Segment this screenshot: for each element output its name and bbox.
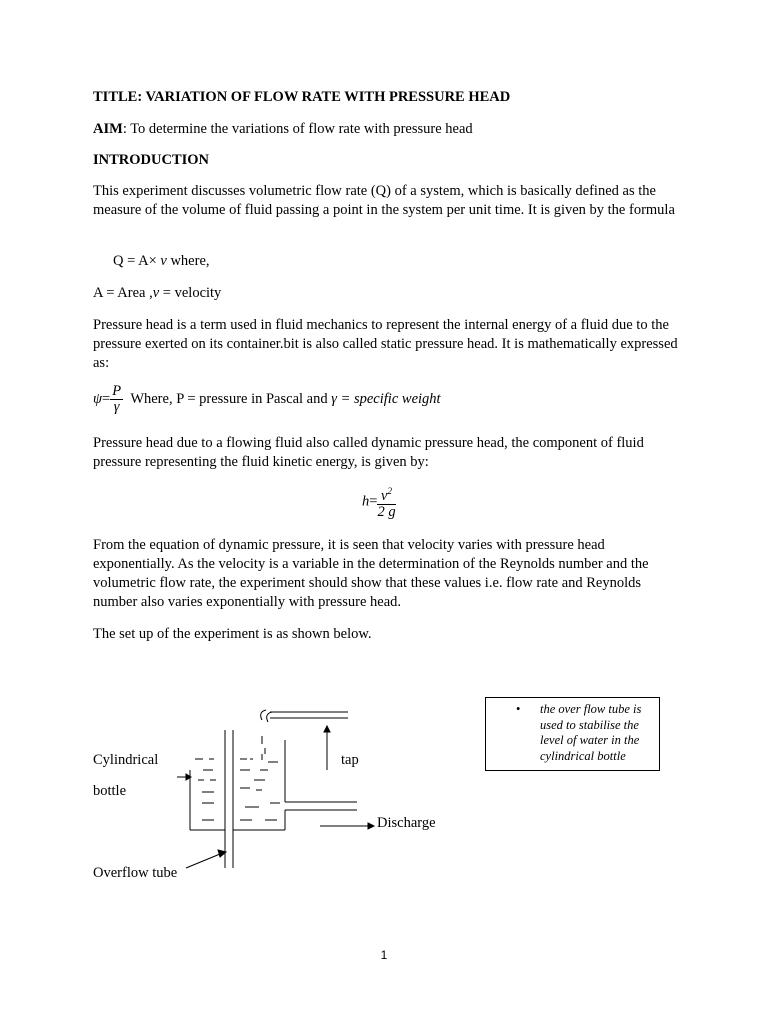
velocity-symbol: v xyxy=(152,285,160,301)
discharge-arrow-head xyxy=(368,823,374,829)
area-definition: A = Area , xyxy=(93,285,153,301)
specific-weight-definition: γ = specific weight xyxy=(331,390,441,407)
psi-symbol: ψ xyxy=(93,390,103,407)
static-pressure-formula xyxy=(93,384,441,415)
bullet-icon: • xyxy=(516,702,521,716)
equals-sign: = xyxy=(369,493,378,510)
dynamic-pressure-formula xyxy=(362,484,396,520)
where-text: Where, P = pressure in Pascal and xyxy=(130,390,332,407)
label-discharge: Discharge xyxy=(377,815,436,831)
fraction-numerator: P xyxy=(112,383,122,399)
pressure-head-paragraph: Pressure head is a term used in fluid mechanics to represent the internal energy of a fluid due to the pressure exerted on its container.bit is also called static pressure head. It is mathematically expressed as: xyxy=(93,317,678,371)
equals-sign: = xyxy=(102,390,111,407)
v-squared-over-2g-fraction xyxy=(377,484,395,520)
formula-suffix: where, xyxy=(166,253,210,269)
label-cylindrical: Cylindrical xyxy=(93,752,159,768)
introduction-heading: INTRODUCTION xyxy=(93,152,210,168)
exponent: 2 xyxy=(387,486,392,496)
aim-line xyxy=(93,120,473,139)
flow-rate-formula xyxy=(113,252,210,271)
formula-lhs: Q = A xyxy=(113,253,149,269)
aim-text: : To determine the variations of flow rate with pressure head xyxy=(122,121,473,137)
dynamic-pressure-paragraph: Pressure head due to a flowing fluid also called dynamic pressure head, the component of fluid pressure representing the fluid kinetic energy, is given by: xyxy=(93,435,644,470)
water-dashes xyxy=(195,759,280,820)
h-symbol: h xyxy=(362,493,370,510)
v-symbol: v xyxy=(381,487,388,504)
intro-paragraph: This experiment discusses volumetric flow rate (Q) of a system, which is basically defined as the measure of the volume of fluid passing a point in the system per unit time. It is given by the formula xyxy=(93,183,675,218)
aim-label: AIM xyxy=(93,121,123,137)
conclusion-paragraph: From the equation of dynamic pressure, it is seen that velocity varies with pressure head exponentially. As the velocity is a variable in the determination of the Reynolds number and the volumetric flow rate, the experiment should show that these values i.e. flow rate and Reynolds number also varies exponentially with pressure head. xyxy=(93,537,649,610)
label-overflow-tube: Overflow tube xyxy=(93,865,178,881)
p-over-gamma-fraction xyxy=(110,384,123,415)
fraction-denominator: γ xyxy=(113,399,120,415)
overflow-arrow xyxy=(186,854,220,868)
fraction-denominator: 2 g xyxy=(377,503,396,520)
setup-sentence: The set up of the experiment is as shown below. xyxy=(93,626,372,642)
page-number: 1 xyxy=(380,948,388,962)
tap-arrow-head xyxy=(324,726,330,732)
velocity-definition: = velocity xyxy=(159,285,222,301)
note-text: the over flow tube is used to stabilise the level of water in the cylindrical bottle xyxy=(540,702,642,763)
label-bottle: bottle xyxy=(93,783,127,799)
times-symbol: × xyxy=(148,253,157,269)
label-tap: tap xyxy=(341,752,359,768)
fraction-numerator xyxy=(377,484,395,505)
velocity-symbol: v xyxy=(160,253,167,269)
note-text-box xyxy=(485,697,660,771)
variable-definitions xyxy=(93,284,221,303)
document-title: TITLE: VARIATION OF FLOW RATE WITH PRESSURE HEAD xyxy=(93,89,511,105)
